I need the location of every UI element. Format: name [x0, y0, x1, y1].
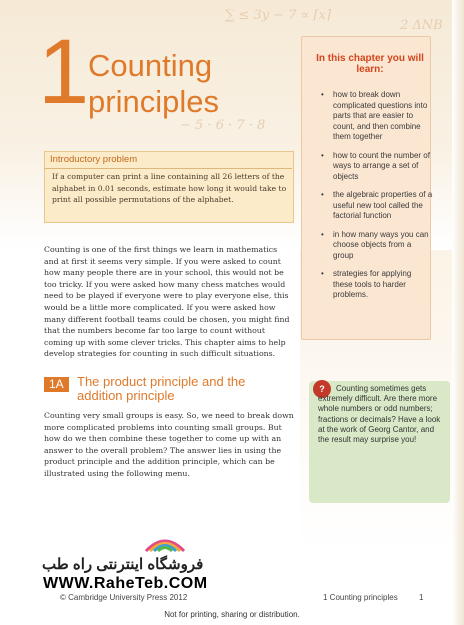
learning-list	[321, 90, 433, 309]
list-item: • how to count the number of ways to arrange a set of objects	[321, 151, 433, 183]
running-footer: 1 Counting principles	[323, 593, 398, 602]
section-title: The product principle and the addition principle	[77, 374, 246, 403]
tip-text: Counting sometimes gets extremely difficult. Are there more whole numbers or odd numbers; fractions or decimals? Have a look at the work of Georg Cantor, and the result may surprise you!	[318, 384, 441, 445]
section-tag: 1A	[44, 377, 69, 392]
sidebar-title: In this chapter you will learn:	[316, 53, 424, 75]
page-edge	[452, 0, 464, 625]
chapter-number: 1	[38, 21, 90, 123]
decorative-math: − 5 · 6 · 7 · 8	[180, 118, 266, 133]
list-item: • in how many ways you can choose objects from a group	[321, 230, 433, 262]
chapter-title	[88, 48, 219, 120]
copyright: © Cambridge University Press 2012	[60, 593, 188, 602]
list-item: • strategies for applying these tools to harder problems.	[321, 269, 433, 301]
chapter-title-line2: principles	[88, 84, 219, 119]
page-number: 1	[419, 593, 424, 602]
book-logo-icon	[142, 529, 188, 555]
distribution-note: Not for printing, sharing or distribution.	[164, 610, 300, 619]
body-paragraph-1: Counting is one of the first things we learn in mathematics and at first it seems very simple. If you were asked to count how many people there are in your school, this would not be too tricky. If you were asked how many chess matches would need to be played if everyone were to play everyone else, this would be a little more complicated. If you were asked how many different football teams could be chosen, you might find that the numbers become far too large to count without coming up with some clever tricks. This chapter aims to help develop strategies for counting in such difficult situations.	[44, 245, 290, 359]
globe-thought-icon: ?	[313, 380, 331, 398]
section-heading	[44, 374, 246, 403]
chapter-title-line1: Counting	[88, 48, 213, 83]
watermark-persian: فروشگاه اینترنتی راه طب	[42, 556, 204, 573]
list-item: • how to break down complicated questions into parts that are easier to count, and then combine them together	[321, 90, 433, 143]
intro-heading: Introductory problem	[50, 154, 138, 165]
intro-text: If a computer can print a line containing all 26 letters of the alphabet in 0.01 seconds, estimate how long it would take to print all possible permutations of the alphabet.	[52, 172, 287, 204]
watermark-url: WWW.RaheTeb.COM	[43, 575, 208, 592]
list-item: • the algebraic properties of a useful new tool called the factorial function	[321, 190, 433, 222]
body-paragraph-2: Counting very small groups is easy. So, we need to break down more complicated problems into counting small groups. But how do we then combine these together to come up with an answer to the overall problem? The answer lies in using the product principle and the addition principle, which can be illustrated using the following menu.	[44, 411, 294, 478]
decorative-math: ∑ ≤ 3y − 7 ∝ ⌈x⌉	[225, 8, 332, 23]
decorative-math: 2 ΔNB	[400, 18, 443, 33]
